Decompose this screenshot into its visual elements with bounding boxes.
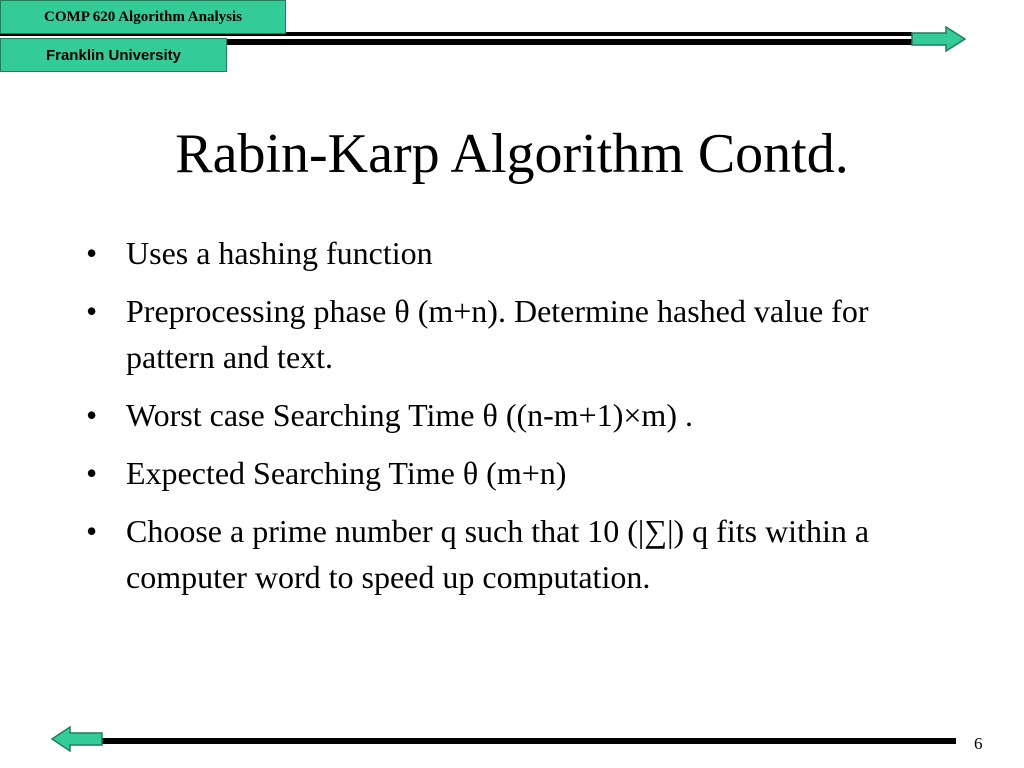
bullet-marker: • xyxy=(86,235,98,271)
bullet-marker: • xyxy=(86,397,98,433)
right-arrow-icon[interactable] xyxy=(912,27,965,51)
bullet-list xyxy=(82,230,942,612)
course-label-text: COMP 620 Algorithm Analysis xyxy=(44,8,242,25)
bullet-text: Uses a hashing function xyxy=(126,235,433,271)
bullet-item xyxy=(82,450,942,496)
bullet-text: Preprocessing phase θ (m+n). Determine hashed value for pattern and text. xyxy=(126,293,869,375)
university-label xyxy=(0,38,227,72)
bullet-text: Worst case Searching Time θ ((n-m+1)×m) . xyxy=(126,397,693,433)
bullet-marker: • xyxy=(86,513,98,549)
bullet-item xyxy=(82,230,942,276)
bullet-item xyxy=(82,288,942,380)
slide-title: Rabin-Karp Algorithm Contd. xyxy=(175,122,849,185)
bullet-marker: • xyxy=(86,455,98,491)
left-arrow-icon[interactable] xyxy=(52,727,102,751)
course-label xyxy=(0,0,286,34)
bullet-marker: • xyxy=(86,293,98,329)
bullet-item xyxy=(82,508,942,600)
university-label-text: Franklin University xyxy=(45,46,182,64)
bullet-item xyxy=(82,392,942,438)
page-number: 6 xyxy=(974,734,983,753)
bullet-text: Expected Searching Time θ (m+n) xyxy=(126,455,567,491)
bullet-text: Choose a prime number q such that 10 (|∑|) q fits within a computer word to speed up computation. xyxy=(126,513,870,595)
